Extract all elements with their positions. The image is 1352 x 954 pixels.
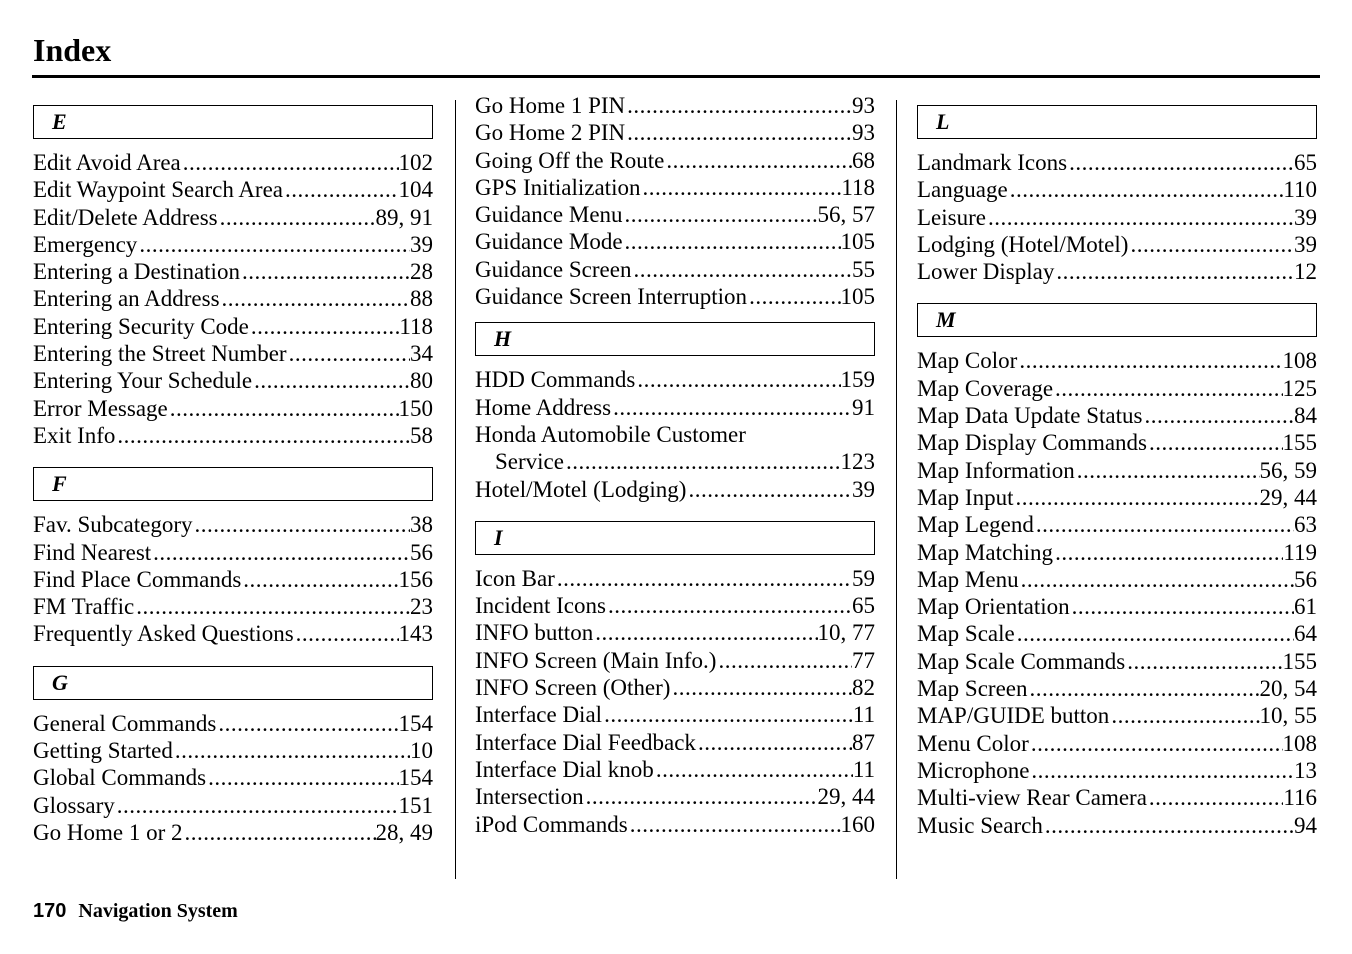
dot-leader (252, 367, 410, 394)
index-entry-label: Go Home 2 PIN (475, 120, 626, 146)
dot-leader (1075, 457, 1260, 484)
index-entry-label: HDD Commands (475, 367, 636, 393)
section-f-list (33, 511, 433, 647)
index-entry-label: INFO Screen (Main Info.) (475, 647, 717, 673)
index-entry (33, 792, 433, 819)
index-entry-page: 59 (852, 565, 875, 591)
section-m-list (917, 347, 1317, 838)
index-column-1 (33, 92, 433, 846)
index-entry-page: 28 (410, 259, 433, 285)
index-entry (475, 647, 875, 674)
index-entry-page: 154 (398, 710, 433, 736)
section-header-g: G (33, 666, 433, 700)
index-entry-label: Find Nearest (33, 539, 152, 565)
index-entry (475, 201, 875, 228)
index-entry (475, 783, 875, 810)
title-rule (32, 75, 1320, 78)
index-entry-label: Going Off the Route (475, 147, 665, 173)
dot-leader (1019, 566, 1294, 593)
index-entry-page: 154 (398, 765, 433, 791)
dot-leader (173, 737, 410, 764)
index-entry (917, 204, 1317, 231)
index-entry (33, 258, 433, 285)
dot-leader (1147, 429, 1283, 456)
index-entry-page: 11 (852, 702, 875, 728)
index-entry-page: 65 (1294, 150, 1317, 175)
dot-leader (1029, 730, 1283, 757)
index-entry-label: Microphone (917, 757, 1030, 783)
index-entry-label: Entering a Destination (33, 259, 240, 285)
index-entry-page: 110 (1283, 177, 1317, 203)
index-entry-label: Frequently Asked Questions (33, 621, 294, 647)
index-entry (475, 619, 875, 646)
index-entry-page: 91 (852, 394, 875, 420)
dot-leader (182, 819, 375, 846)
index-entry-label: Edit/Delete Address (33, 204, 218, 230)
index-entry (33, 737, 433, 764)
index-entry-label: Lodging (Hotel/Motel) (917, 231, 1129, 257)
index-entry-label: Map Display Commands (917, 430, 1147, 456)
index-entry-label: Find Place Commands (33, 566, 242, 592)
index-entry (33, 593, 433, 620)
index-entry-label: Getting Started (33, 738, 173, 764)
dot-leader (584, 783, 818, 810)
index-entry (917, 566, 1317, 593)
index-entry-page: 23 (410, 594, 433, 620)
index-entry (917, 675, 1317, 702)
index-entry-page: 29, 44 (1259, 484, 1317, 510)
dot-leader (625, 119, 852, 146)
index-entry-page: 160 (840, 811, 875, 837)
index-entry-label: Map Information (917, 457, 1075, 483)
index-entry-page: 93 (852, 93, 875, 118)
index-entry-label: Map Scale (917, 621, 1015, 647)
index-entry-page: 118 (841, 174, 875, 200)
index-entry (475, 283, 875, 310)
index-entry-label: GPS Initialization (475, 174, 641, 200)
index-entry-label: INFO Screen (Other) (475, 675, 671, 701)
dot-leader (115, 792, 399, 819)
index-entry (33, 511, 433, 538)
dot-leader (137, 231, 410, 258)
index-entry-page: 151 (398, 792, 433, 818)
index-entry-label: FM Traffic (33, 594, 135, 620)
index-entry-label: Guidance Screen Interruption (475, 284, 748, 310)
index-entry (33, 566, 433, 593)
index-entry-page: 150 (398, 395, 433, 421)
page-number: 170 (33, 900, 67, 922)
index-entry-page: 56 (410, 539, 433, 565)
dot-leader (283, 176, 398, 203)
index-entry-page: 104 (398, 177, 433, 203)
index-entry-page: 61 (1294, 594, 1317, 620)
index-entry-page: 159 (840, 367, 875, 393)
index-entry-page: 58 (410, 422, 433, 448)
dot-leader (611, 394, 852, 421)
index-entry-page: 10, 55 (1259, 703, 1317, 729)
dot-leader (220, 285, 410, 312)
section-header-m: M (917, 303, 1317, 337)
dot-leader (555, 565, 852, 592)
index-entry-label: Multi-view Rear Camera (917, 785, 1147, 811)
index-entry-label: iPod Commands (475, 811, 628, 837)
index-entry-label: Edit Avoid Area (33, 150, 181, 175)
index-entry (475, 811, 875, 838)
index-entry (917, 593, 1317, 620)
index-entry-page: 108 (1282, 348, 1317, 374)
index-entry-label: Hotel/Motel (Lodging) (475, 476, 687, 502)
dot-leader (241, 566, 398, 593)
index-entry-label: Music Search (917, 812, 1043, 838)
dot-leader (593, 619, 817, 646)
dot-leader (168, 395, 399, 422)
index-entry (475, 448, 875, 475)
section-h-list (475, 366, 875, 502)
dot-leader (628, 811, 841, 838)
dot-leader (1070, 593, 1294, 620)
index-entry-label: Entering the Street Number (33, 341, 287, 367)
index-entry (475, 729, 875, 756)
index-entry (33, 819, 433, 846)
index-entry (917, 484, 1317, 511)
footer-title: Navigation System (78, 900, 238, 922)
dot-leader (1109, 702, 1259, 729)
index-entry (475, 421, 875, 448)
dot-leader (206, 764, 398, 791)
dot-leader (606, 592, 852, 619)
index-entry (33, 764, 433, 791)
dot-leader (625, 92, 852, 119)
dot-leader (986, 204, 1294, 231)
index-entry-page: 105 (840, 284, 875, 310)
index-entry-page: 94 (1294, 812, 1317, 838)
index-entry-label: Global Commands (33, 765, 207, 791)
index-entry-page: 39 (1294, 231, 1317, 257)
index-entry-page: 65 (852, 593, 875, 619)
index-entry (917, 730, 1317, 757)
index-entry-label: Entering Your Schedule (33, 368, 253, 394)
dot-leader (1043, 812, 1294, 839)
index-entry (917, 702, 1317, 729)
index-entry (475, 592, 875, 619)
index-entry-page: 55 (852, 256, 875, 282)
index-entry-page: 20, 54 (1259, 676, 1317, 702)
index-entry (917, 457, 1317, 484)
index-entry (917, 176, 1317, 203)
dot-leader (686, 476, 852, 503)
dot-leader (249, 313, 399, 340)
index-entry (917, 375, 1317, 402)
index-entry-label: Emergency (33, 231, 138, 257)
index-entry-label: General Commands (33, 710, 217, 736)
dot-leader (564, 448, 841, 475)
index-entry-label: Entering Security Code (33, 313, 249, 339)
index-entry (917, 429, 1317, 456)
index-entry-label: Entering an Address (33, 286, 220, 312)
index-entry (475, 256, 875, 283)
dot-leader (716, 647, 852, 674)
index-entry-page: 89, 91 (375, 204, 433, 230)
page-title: Index (33, 32, 112, 68)
index-entry-page: 155 (1282, 648, 1317, 674)
dot-leader (670, 674, 852, 701)
section-header-h: H (475, 322, 875, 356)
index-entry (475, 565, 875, 592)
dot-leader (1125, 648, 1282, 675)
index-entry-label: Map Scale Commands (917, 648, 1126, 674)
index-entry-page: 13 (1294, 757, 1317, 783)
index-column-3 (917, 92, 1317, 839)
index-entry-label: Map Matching (917, 539, 1054, 565)
index-entry (475, 228, 875, 255)
index-entry (475, 756, 875, 783)
section-header-f: F (33, 467, 433, 501)
index-entry-page: 118 (399, 313, 433, 339)
index-entry-label: Language (917, 177, 1008, 203)
dot-leader (1053, 539, 1283, 566)
dot-leader (1142, 402, 1294, 429)
index-entry-page: 156 (398, 566, 433, 592)
index-entry (475, 147, 875, 174)
dot-leader (151, 539, 410, 566)
index-entry (475, 674, 875, 701)
index-entry-label: Guidance Menu (475, 202, 623, 228)
index-entry-label: Landmark Icons (917, 150, 1068, 175)
index-entry-page: 87 (852, 729, 875, 755)
index-entry-page: 102 (398, 150, 433, 175)
index-entry-label: Lower Display (917, 259, 1055, 285)
index-entry-label: Interface Dial Feedback (475, 729, 696, 755)
index-entry (475, 701, 875, 728)
section-l-list (917, 149, 1317, 285)
index-entry-label: Guidance Mode (475, 229, 623, 255)
index-entry-page: 56 (1294, 566, 1317, 592)
index-entry-label: Map Data Update Status (917, 403, 1143, 429)
index-entry (33, 231, 433, 258)
index-entry-page: 123 (840, 449, 875, 475)
dot-leader (664, 147, 852, 174)
index-entry-label: Icon Bar (475, 565, 555, 591)
index-entry (917, 258, 1317, 285)
dot-leader (1017, 347, 1282, 374)
index-entry-page: 10, 77 (817, 620, 875, 646)
dot-leader (1054, 258, 1294, 285)
dot-leader (1034, 511, 1294, 538)
index-entry-page: 28, 49 (375, 819, 433, 845)
index-entry-page: 68 (852, 147, 875, 173)
index-entry-page: 84 (1294, 403, 1317, 429)
index-entry-label: Interface Dial knob (475, 756, 654, 782)
index-entry-page: 11 (852, 756, 875, 782)
column-divider (896, 100, 897, 879)
index-entry (33, 395, 433, 422)
section-e-list (33, 149, 433, 449)
index-entry-label: Interface Dial (475, 702, 603, 728)
index-entry (33, 204, 433, 231)
index-entry (33, 367, 433, 394)
index-entry-label: Leisure (917, 204, 986, 230)
index-entry-label: Honda Automobile Customer (475, 421, 746, 447)
index-entry (917, 231, 1317, 258)
index-entry-page: 82 (852, 675, 875, 701)
page-footer (33, 898, 238, 924)
dot-leader (218, 204, 376, 231)
index-entry-label: Map Color (917, 348, 1018, 374)
index-entry-page: 155 (1282, 430, 1317, 456)
dot-leader (1053, 375, 1282, 402)
index-entry-page: 39 (852, 476, 875, 502)
index-entry (33, 539, 433, 566)
index-entry-page: 12 (1294, 259, 1317, 285)
index-entry (917, 620, 1317, 647)
dot-leader (1067, 149, 1294, 176)
dot-leader (631, 256, 852, 283)
index-entry (917, 511, 1317, 538)
index-entry-label: Home Address (475, 394, 612, 420)
dot-leader (747, 283, 840, 310)
index-entry-label: MAP/GUIDE button (917, 703, 1110, 729)
section-g-list (33, 710, 433, 846)
dot-leader (240, 258, 410, 285)
index-entry-page: 56, 57 (817, 202, 875, 228)
index-entry-page: 29, 44 (817, 784, 875, 810)
index-entry (917, 812, 1317, 839)
index-entry-label: Go Home 1 PIN (475, 93, 626, 118)
dot-leader (623, 228, 841, 255)
index-entry (917, 402, 1317, 429)
index-entry-label: Exit Info (33, 422, 116, 448)
section-header-l: L (917, 105, 1317, 139)
index-entry (475, 174, 875, 201)
dot-leader (1013, 484, 1259, 511)
index-entry (917, 539, 1317, 566)
index-entry-page: 80 (410, 368, 433, 394)
index-entry (33, 710, 433, 737)
dot-leader (192, 511, 410, 538)
dot-leader (654, 756, 853, 783)
index-entry-page: 56, 59 (1259, 457, 1317, 483)
column-divider (455, 100, 456, 879)
index-entry-label: Map Menu (917, 566, 1019, 592)
section-header-i: I (475, 521, 875, 555)
index-entry-page: 63 (1294, 512, 1317, 538)
dot-leader (696, 729, 852, 756)
section-i-list (475, 565, 875, 838)
dot-leader (635, 366, 840, 393)
index-entry-page: 77 (852, 647, 875, 673)
index-entry-label: Guidance Screen (475, 256, 632, 282)
index-entry (917, 347, 1317, 374)
index-entry-label: Glossary (33, 792, 115, 818)
index-entry (475, 476, 875, 503)
dot-leader (1028, 675, 1260, 702)
dot-leader (602, 701, 853, 728)
index-entry-label: Service (495, 449, 564, 475)
index-entry-label: Fav. Subcategory (33, 512, 193, 538)
index-entry (917, 757, 1317, 784)
index-entry-page: 34 (410, 341, 433, 367)
dot-leader (294, 620, 399, 647)
index-entry-label: Incident Icons (475, 593, 606, 619)
dot-leader (134, 593, 410, 620)
index-entry (33, 620, 433, 647)
index-entry (917, 648, 1317, 675)
dot-leader (1128, 231, 1294, 258)
section-header-e: E (33, 105, 433, 139)
dot-leader (287, 340, 410, 367)
index-entry-page: 93 (852, 120, 875, 146)
index-entry-page: 10 (410, 738, 433, 764)
dot-leader (1029, 757, 1294, 784)
index-entry (33, 422, 433, 449)
dot-leader (1015, 620, 1294, 647)
index-entry (33, 313, 433, 340)
index-entry-label: Map Orientation (917, 594, 1070, 620)
dot-leader (1008, 176, 1284, 203)
index-entry-label: Error Message (33, 395, 168, 421)
index-entry-page: 64 (1294, 621, 1317, 647)
index-entry-page: 39 (1294, 204, 1317, 230)
index-entry-label: Go Home 1 or 2 (33, 819, 183, 845)
dot-leader (115, 422, 410, 449)
dot-leader (216, 710, 398, 737)
index-entry (475, 366, 875, 393)
index-entry (475, 119, 875, 146)
index-entry-page: 105 (840, 229, 875, 255)
index-entry-page: 108 (1282, 730, 1317, 756)
index-entry-label: Menu Color (917, 730, 1029, 756)
section-g-continued-list (475, 92, 875, 310)
index-entry-page: 119 (1283, 539, 1317, 565)
dot-leader (1147, 784, 1283, 811)
index-entry-page: 116 (1283, 785, 1317, 811)
index-entry-page: 39 (410, 231, 433, 257)
index-entry-page: 38 (410, 512, 433, 538)
index-entry-label: Intersection (475, 784, 584, 810)
index-entry (475, 92, 875, 119)
index-column-2 (475, 92, 875, 838)
index-entry (475, 394, 875, 421)
index-entry-page: 143 (398, 621, 433, 647)
dot-leader (640, 174, 841, 201)
dot-leader (623, 201, 818, 228)
index-entry-label: Map Screen (917, 676, 1028, 702)
dot-leader (181, 149, 399, 176)
index-entry (917, 149, 1317, 176)
index-entry-page: 88 (410, 286, 433, 312)
index-entry-label: INFO button (475, 620, 594, 646)
index-entry-label: Map Legend (917, 512, 1034, 538)
index-entry (33, 149, 433, 176)
index-entry-label: Map Coverage (917, 375, 1054, 401)
index-entry-label: Edit Waypoint Search Area (33, 177, 284, 203)
index-entry-page: 125 (1282, 375, 1317, 401)
index-entry-label: Map Input (917, 484, 1014, 510)
index-entry (33, 285, 433, 312)
index-entry (917, 784, 1317, 811)
index-entry (33, 176, 433, 203)
index-entry (33, 340, 433, 367)
